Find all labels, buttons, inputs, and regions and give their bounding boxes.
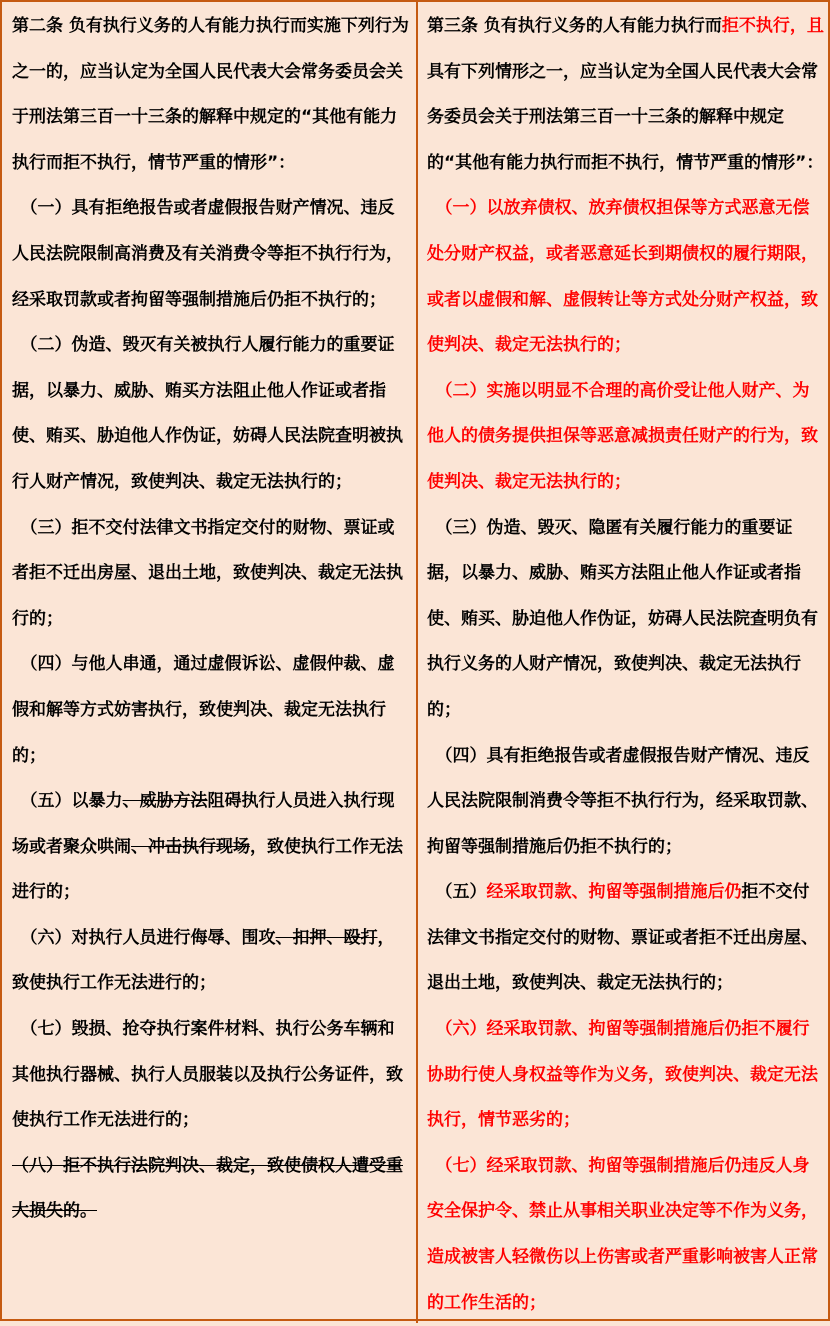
right-item-1-added: （一）以放弃债权、放弃债权担保等方式恶意无偿处分财产权益，或者恶意延长到期债权的履行期限，或者以虚假和解、虚假转让等方式处分财产权益，致使判决、裁定无法执行的； xyxy=(427,198,818,356)
left-item-5-deleted-2: 、冲击执行现场 xyxy=(131,836,250,857)
right-intro-a: 第三条 负有执行义务的人有能力执行而 xyxy=(427,16,722,36)
left-item-6-c: ，致使执行工作无法进行的； xyxy=(12,927,395,994)
left-item-5 xyxy=(12,779,410,916)
left-item-5-a: （五）以暴力 xyxy=(20,791,123,812)
left-item-6 xyxy=(12,916,410,1007)
left-item-5-c: ，致使执行工作无法进行的； xyxy=(12,836,403,903)
right-item-5-added: 经采取罚款、拘留等强制措施后仍 xyxy=(486,882,742,903)
right-item-2-added: （二）实施以明显不合理的高价受让他人财产、为他人的债务提供担保等恶意减损责任财产的行为，致使判决、裁定无法执行的； xyxy=(427,380,818,492)
right-item-5-b: 拒不交付法律文书指定交付的财物、票证或者拒不迁出房屋、退出土地，致使判决、裁定无法执行的； xyxy=(427,882,818,994)
left-item-5-deleted-1: 、威胁方法 xyxy=(122,791,208,812)
right-item-5 xyxy=(427,870,825,1007)
column-divider xyxy=(416,2,418,1323)
right-intro-added: 拒不执行，且 xyxy=(721,16,824,36)
left-item-6-a: （六）对执行人员进行侮辱、围攻 xyxy=(20,927,276,948)
left-item-1: （一）具有拒绝报告或者虚假报告财产情况、违反人民法院限制高消费及有关消费令等拒不执行行为，经采取罚款或者拘留等强制措施后仍拒不执行的； xyxy=(12,198,403,310)
right-item-5-a: （五） xyxy=(435,882,487,903)
right-item-3: （三）伪造、毁灭、隐匿有关履行能力的重要证据，以暴力、威胁、贿买方法阻止他人作证或者指使、贿买、胁迫他人作伪证，妨碍人民法院查明负有执行义务的人财产情况，致使判决、裁定无法执行的； xyxy=(427,517,818,720)
left-item-2: （二）伪造、毁灭有关被执行人履行能力的重要证据，以暴力、威胁、贿买方法阻止他人作证或者指使、贿买、胁迫他人作伪证，妨碍人民法院查明被执行人财产情况，致使判决、裁定无法执行的； xyxy=(12,335,403,492)
left-intro: 第二条 负有执行义务的人有能力执行而实施下列行为之一的，应当认定为全国人民代表大会常务委员会关于刑法第三百一十三条的解释中规定的“其他有能力执行而拒不执行，情节严重的情形”： xyxy=(12,16,409,173)
right-intro xyxy=(427,4,825,186)
right-item-6-added: （六）经采取罚款、拘留等强制措施后仍拒不履行协助行使人身权益等作为义务，致使判决、裁定无法执行，情节恶劣的； xyxy=(427,1019,818,1131)
left-item-3: （三）拒不交付法律文书指定交付的财物、票证或者拒不迁出房屋、退出土地，致使判决、裁定无法执行的； xyxy=(12,517,403,629)
left-item-4: （四）与他人串通，通过虚假诉讼、虚假仲裁、虚假和解等方式妨害执行，致使判决、裁定无法执行的； xyxy=(12,654,395,766)
right-column-new-article xyxy=(427,4,825,1319)
left-item-8-deleted: （八）拒不执行法院判决、裁定，致使债权人遭受重大损失的。 xyxy=(12,1155,403,1222)
right-item-7-added: （七）经采取罚款、拘留等强制措施后仍违反人身安全保护令、禁止从事相关职业决定等不作为义务，造成被害人轻微伤以上伤害或者严重影响被害人正常的工作生活的； xyxy=(427,1155,818,1313)
right-intro-b: 具有下列情形之一，应当认定为全国人民代表大会常务委员会关于刑法第三百一十三条的解释中规定的“其他有能力执行而拒不执行，情节严重的情形”： xyxy=(427,61,824,173)
left-item-5-b: 阻碍执行人员进入执行现场或者聚众哄闹 xyxy=(12,791,395,857)
left-column-old-article xyxy=(12,4,410,1319)
left-item-7: （七）毁损、抢夺执行案件材料、执行公务车辆和其他执行器械、执行人员服装以及执行公务证件，致使执行工作无法进行的； xyxy=(12,1019,403,1131)
right-item-4: （四）具有拒绝报告或者虚假报告财产情况、违反人民法院限制消费令等拒不执行行为，经采取罚款、拘留等强制措施后仍拒不执行的； xyxy=(427,745,818,857)
left-item-6-deleted: 、扣押、殴打 xyxy=(275,927,378,948)
